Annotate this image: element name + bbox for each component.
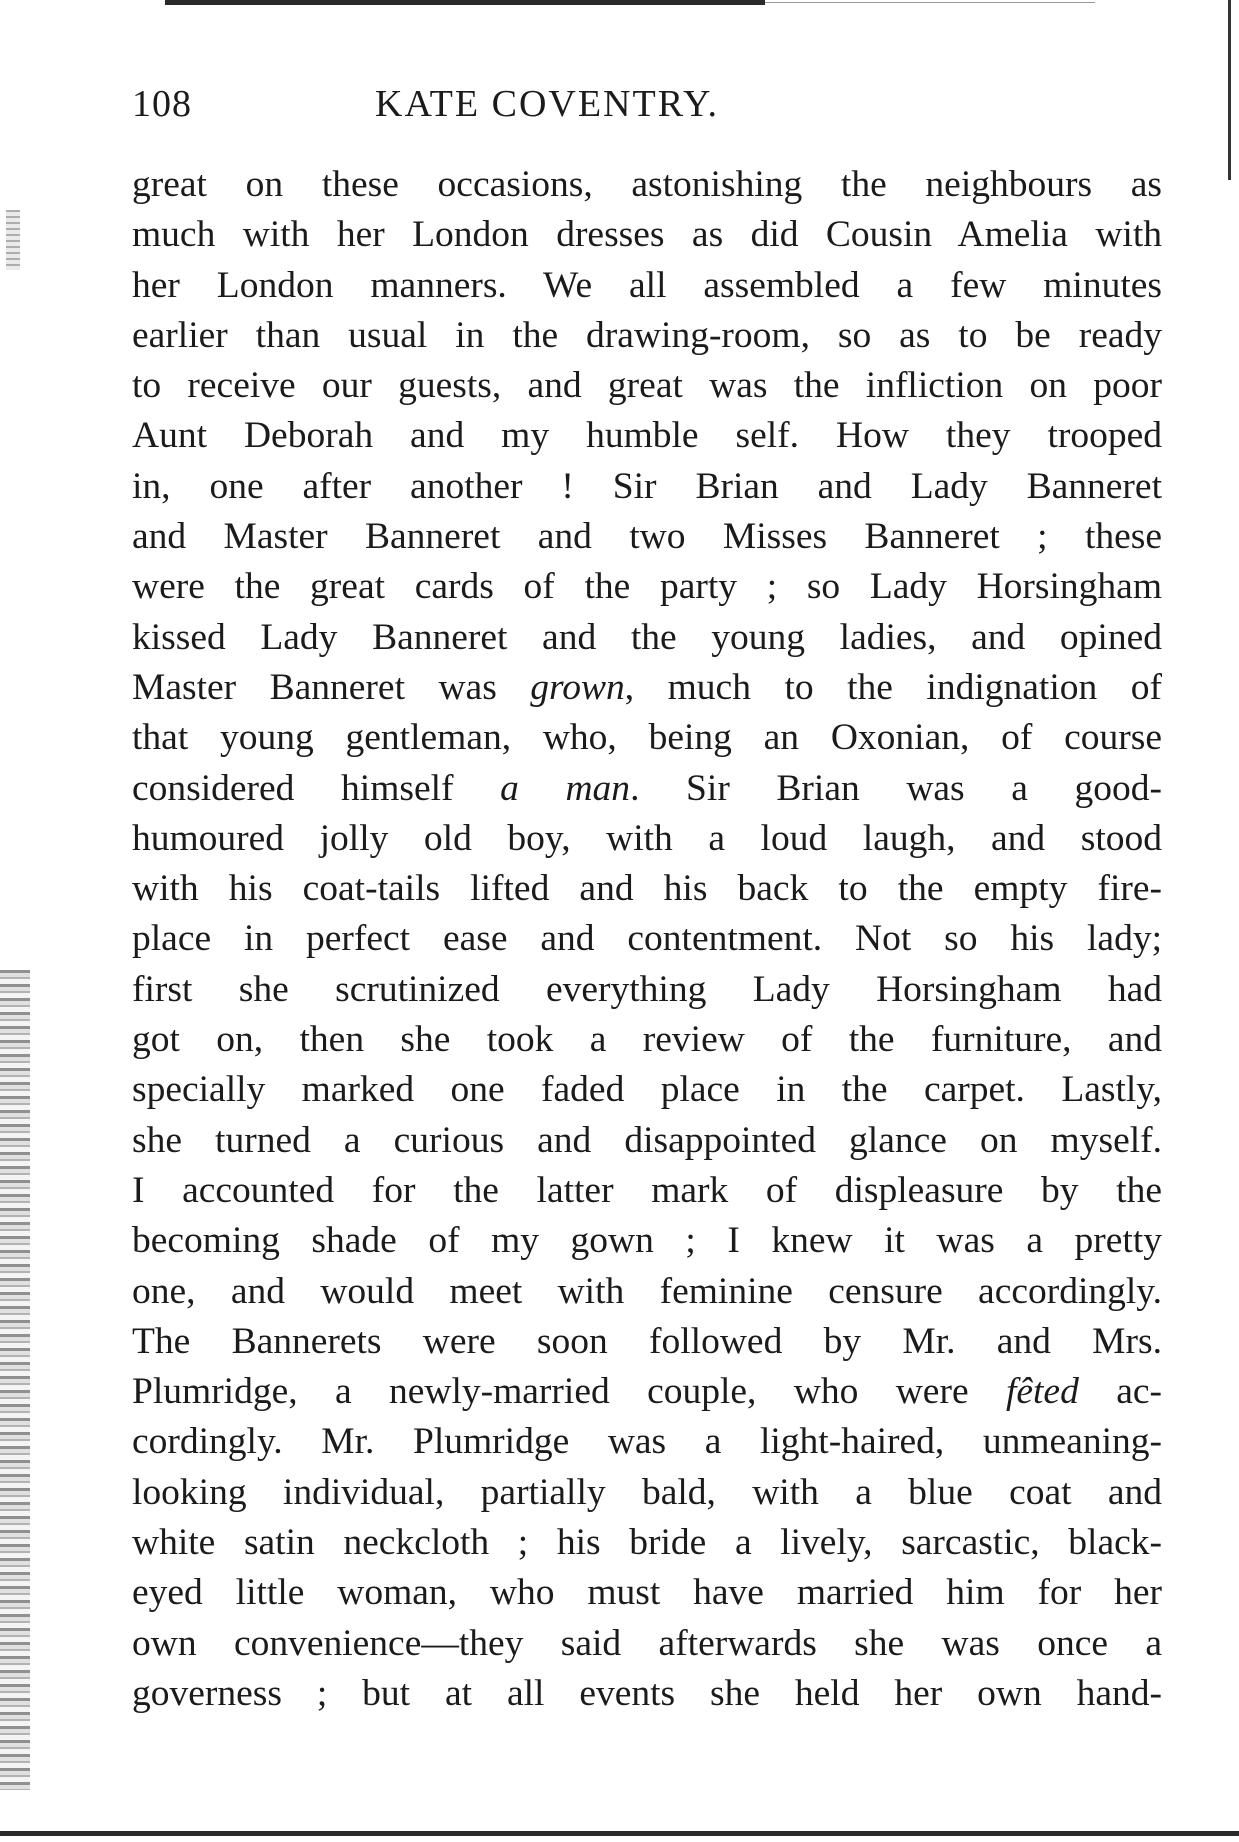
text-run: own convenience—they said afterwards she was once a — [132, 1622, 1162, 1664]
text-line — [132, 311, 1162, 361]
text-line — [132, 713, 1162, 763]
text-line — [132, 1518, 1162, 1568]
text-line — [132, 1015, 1162, 1065]
text-run: Plumridge, a newly-married couple, who were — [132, 1371, 1006, 1413]
text-run: looking individual, partially bald, with a blue coat and — [132, 1471, 1162, 1513]
text-run: white satin neckcloth ; his bride a lively, sarcastic, black- — [132, 1522, 1162, 1564]
text-line — [132, 1619, 1162, 1669]
text-run: eyed little woman, who must have married him for her — [132, 1572, 1162, 1614]
text-line — [132, 1065, 1162, 1115]
text-run: she turned a curious and disappointed glance on myself. — [132, 1119, 1162, 1161]
text-run: much with her London dresses as did Cousin Amelia with — [132, 214, 1162, 256]
text-line — [132, 1166, 1162, 1216]
text-line — [132, 261, 1162, 311]
text-line — [132, 361, 1162, 411]
italic-text: grown — [530, 666, 625, 708]
italic-text: a man — [500, 767, 631, 809]
text-run: considered himself — [132, 767, 501, 809]
text-run: and Master Banneret and two Misses Banneret ; these — [132, 516, 1162, 558]
text-line — [132, 1367, 1162, 1417]
text-line — [132, 1417, 1162, 1467]
text-run: , much to the indignation of — [624, 666, 1162, 708]
text-line — [132, 914, 1162, 964]
text-line — [132, 1669, 1162, 1719]
text-run: first she scrutinized everything Lady Horsingham had — [132, 968, 1162, 1010]
text-line — [132, 462, 1162, 512]
text-run: earlier than usual in the drawing-room, so as to be ready — [132, 314, 1162, 356]
text-run: . Sir Brian was a good- — [630, 767, 1162, 809]
body-paragraph — [132, 160, 1162, 1719]
text-run: governess ; but at all events she held her own hand- — [132, 1672, 1162, 1714]
text-line — [132, 512, 1162, 562]
top-border-rule-faint — [765, 2, 1095, 3]
text-run: got on, then she took a review of the furniture, and — [132, 1019, 1162, 1061]
text-line — [132, 210, 1162, 260]
text-run: one, and would meet with feminine censure accordingly. — [132, 1270, 1162, 1312]
text-run: Master Banneret was — [132, 666, 531, 708]
text-run: I accounted for the latter mark of displeasure by the — [132, 1169, 1162, 1211]
text-run: place in perfect ease and contentment. Not so his lady; — [132, 918, 1162, 960]
text-run: specially marked one faded place in the carpet. Lastly, — [132, 1069, 1162, 1111]
right-page-edge — [1228, 0, 1231, 180]
text-run: cordingly. Mr. Plumridge was a light-haired, unmeaning- — [132, 1421, 1162, 1463]
text-line — [132, 764, 1162, 814]
text-run: were the great cards of the party ; so Lady Horsingham — [132, 566, 1162, 608]
page-header — [132, 82, 1162, 132]
text-run: ac- — [1078, 1371, 1162, 1413]
text-line — [132, 1216, 1162, 1266]
running-title: KATE COVENTRY. — [375, 83, 719, 125]
text-line — [132, 1568, 1162, 1618]
italic-text: fêted — [1005, 1371, 1079, 1413]
text-run: with his coat-tails lifted and his back to the empty fire- — [132, 868, 1162, 910]
text-run: to receive our guests, and great was the infliction on poor — [132, 365, 1162, 407]
text-line — [132, 1267, 1162, 1317]
text-run: The Bannerets were soon followed by Mr. and Mrs. — [132, 1320, 1162, 1362]
text-line — [132, 965, 1162, 1015]
top-border-rule — [165, 0, 765, 5]
text-line — [132, 1317, 1162, 1367]
text-run: humoured jolly old boy, with a loud laugh, and stood — [132, 817, 1162, 859]
text-line — [132, 613, 1162, 663]
text-run: in, one after another ! Sir Brian and Lady Banneret — [132, 465, 1162, 507]
text-run: that young gentleman, who, being an Oxonian, of course — [132, 717, 1162, 759]
text-run: becoming shade of my gown ; I knew it was a pretty — [132, 1220, 1162, 1262]
text-line — [132, 562, 1162, 612]
bottom-border-rule — [0, 1831, 1239, 1836]
text-line — [132, 160, 1162, 210]
text-line — [132, 663, 1162, 713]
text-run: kissed Lady Banneret and the young ladies, and opined — [132, 616, 1162, 658]
page-number: 108 — [132, 83, 192, 125]
text-run: Aunt Deborah and my humble self. How they trooped — [132, 415, 1162, 457]
binding-shadow-top — [6, 210, 20, 270]
text-run: great on these occasions, astonishing the neighbours as — [132, 164, 1162, 205]
text-line — [132, 411, 1162, 461]
text-run: her London manners. We all assembled a few minutes — [132, 264, 1162, 306]
text-line — [132, 814, 1162, 864]
text-line — [132, 1468, 1162, 1518]
binding-shadow — [0, 970, 30, 1790]
text-line — [132, 864, 1162, 914]
text-line — [132, 1116, 1162, 1166]
